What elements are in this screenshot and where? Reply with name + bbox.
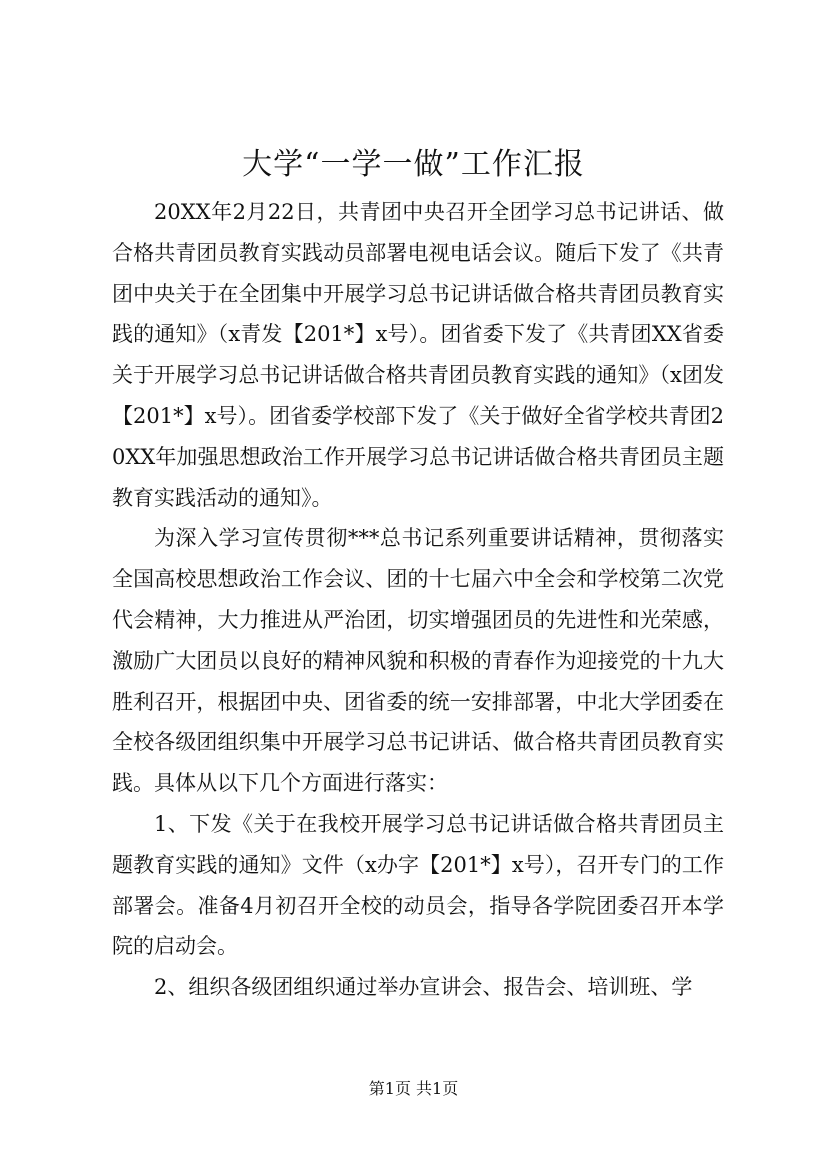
document-body [112, 192, 724, 1008]
page-footer: 第1页 共1页 [368, 1079, 459, 1098]
paragraph-2: 为深入学习宣传贯彻***总书记系列重要讲话精神，贯彻落实全国高校思想政治工作会议、团的十七届六中全会和学校第二次党代会精神，大力推进从严治团，切实增强团员的先进性和光荣感，激励广大团员以良好的精神风貌和积极的青春作为迎接党的十九大胜利召开，根据团中央、团省委的统一安排部署，中北大学团委在全校各级团组织集中开展学习总书记讲话、做合格共青团员教育实践。具体从以下几个方面进行落实： [112, 526, 724, 796]
paragraph-4: 2、组织各级团组织通过举办宣讲会、报告会、培训班、学 [154, 975, 693, 1000]
paragraph-1: 20XX年2月22日，共青团中央召开全团学习总书记讲话、做合格共青团员教育实践动员部署电视电话会议。随后下发了《共青团中央关于在全团集中开展学习总书记讲话做合格共青团员教育实践的通知》（x青发【201*】x号）。团省委下发了《共青团XX省委关于开展学习总书记讲话做合格共青团员教育实践的通知》（x团发【201*】x号）。团省委学校部下发了《关于做好全省学校共青团20XX年加强思想政治工作开展学习总书记讲话做合格共青团员主题教育实践活动的通知》。 [112, 200, 724, 510]
document-title: 大学“一学一做”工作汇报 [242, 147, 585, 182]
paragraph-3: 1、下发《关于在我校开展学习总书记讲话做合格共青团员主题教育实践的通知》文件（x办字【201*】x号），召开专门的工作部署会。准备4月初召开全校的动员会，指导各学院团委召开本学院的启动会。 [112, 811, 724, 959]
